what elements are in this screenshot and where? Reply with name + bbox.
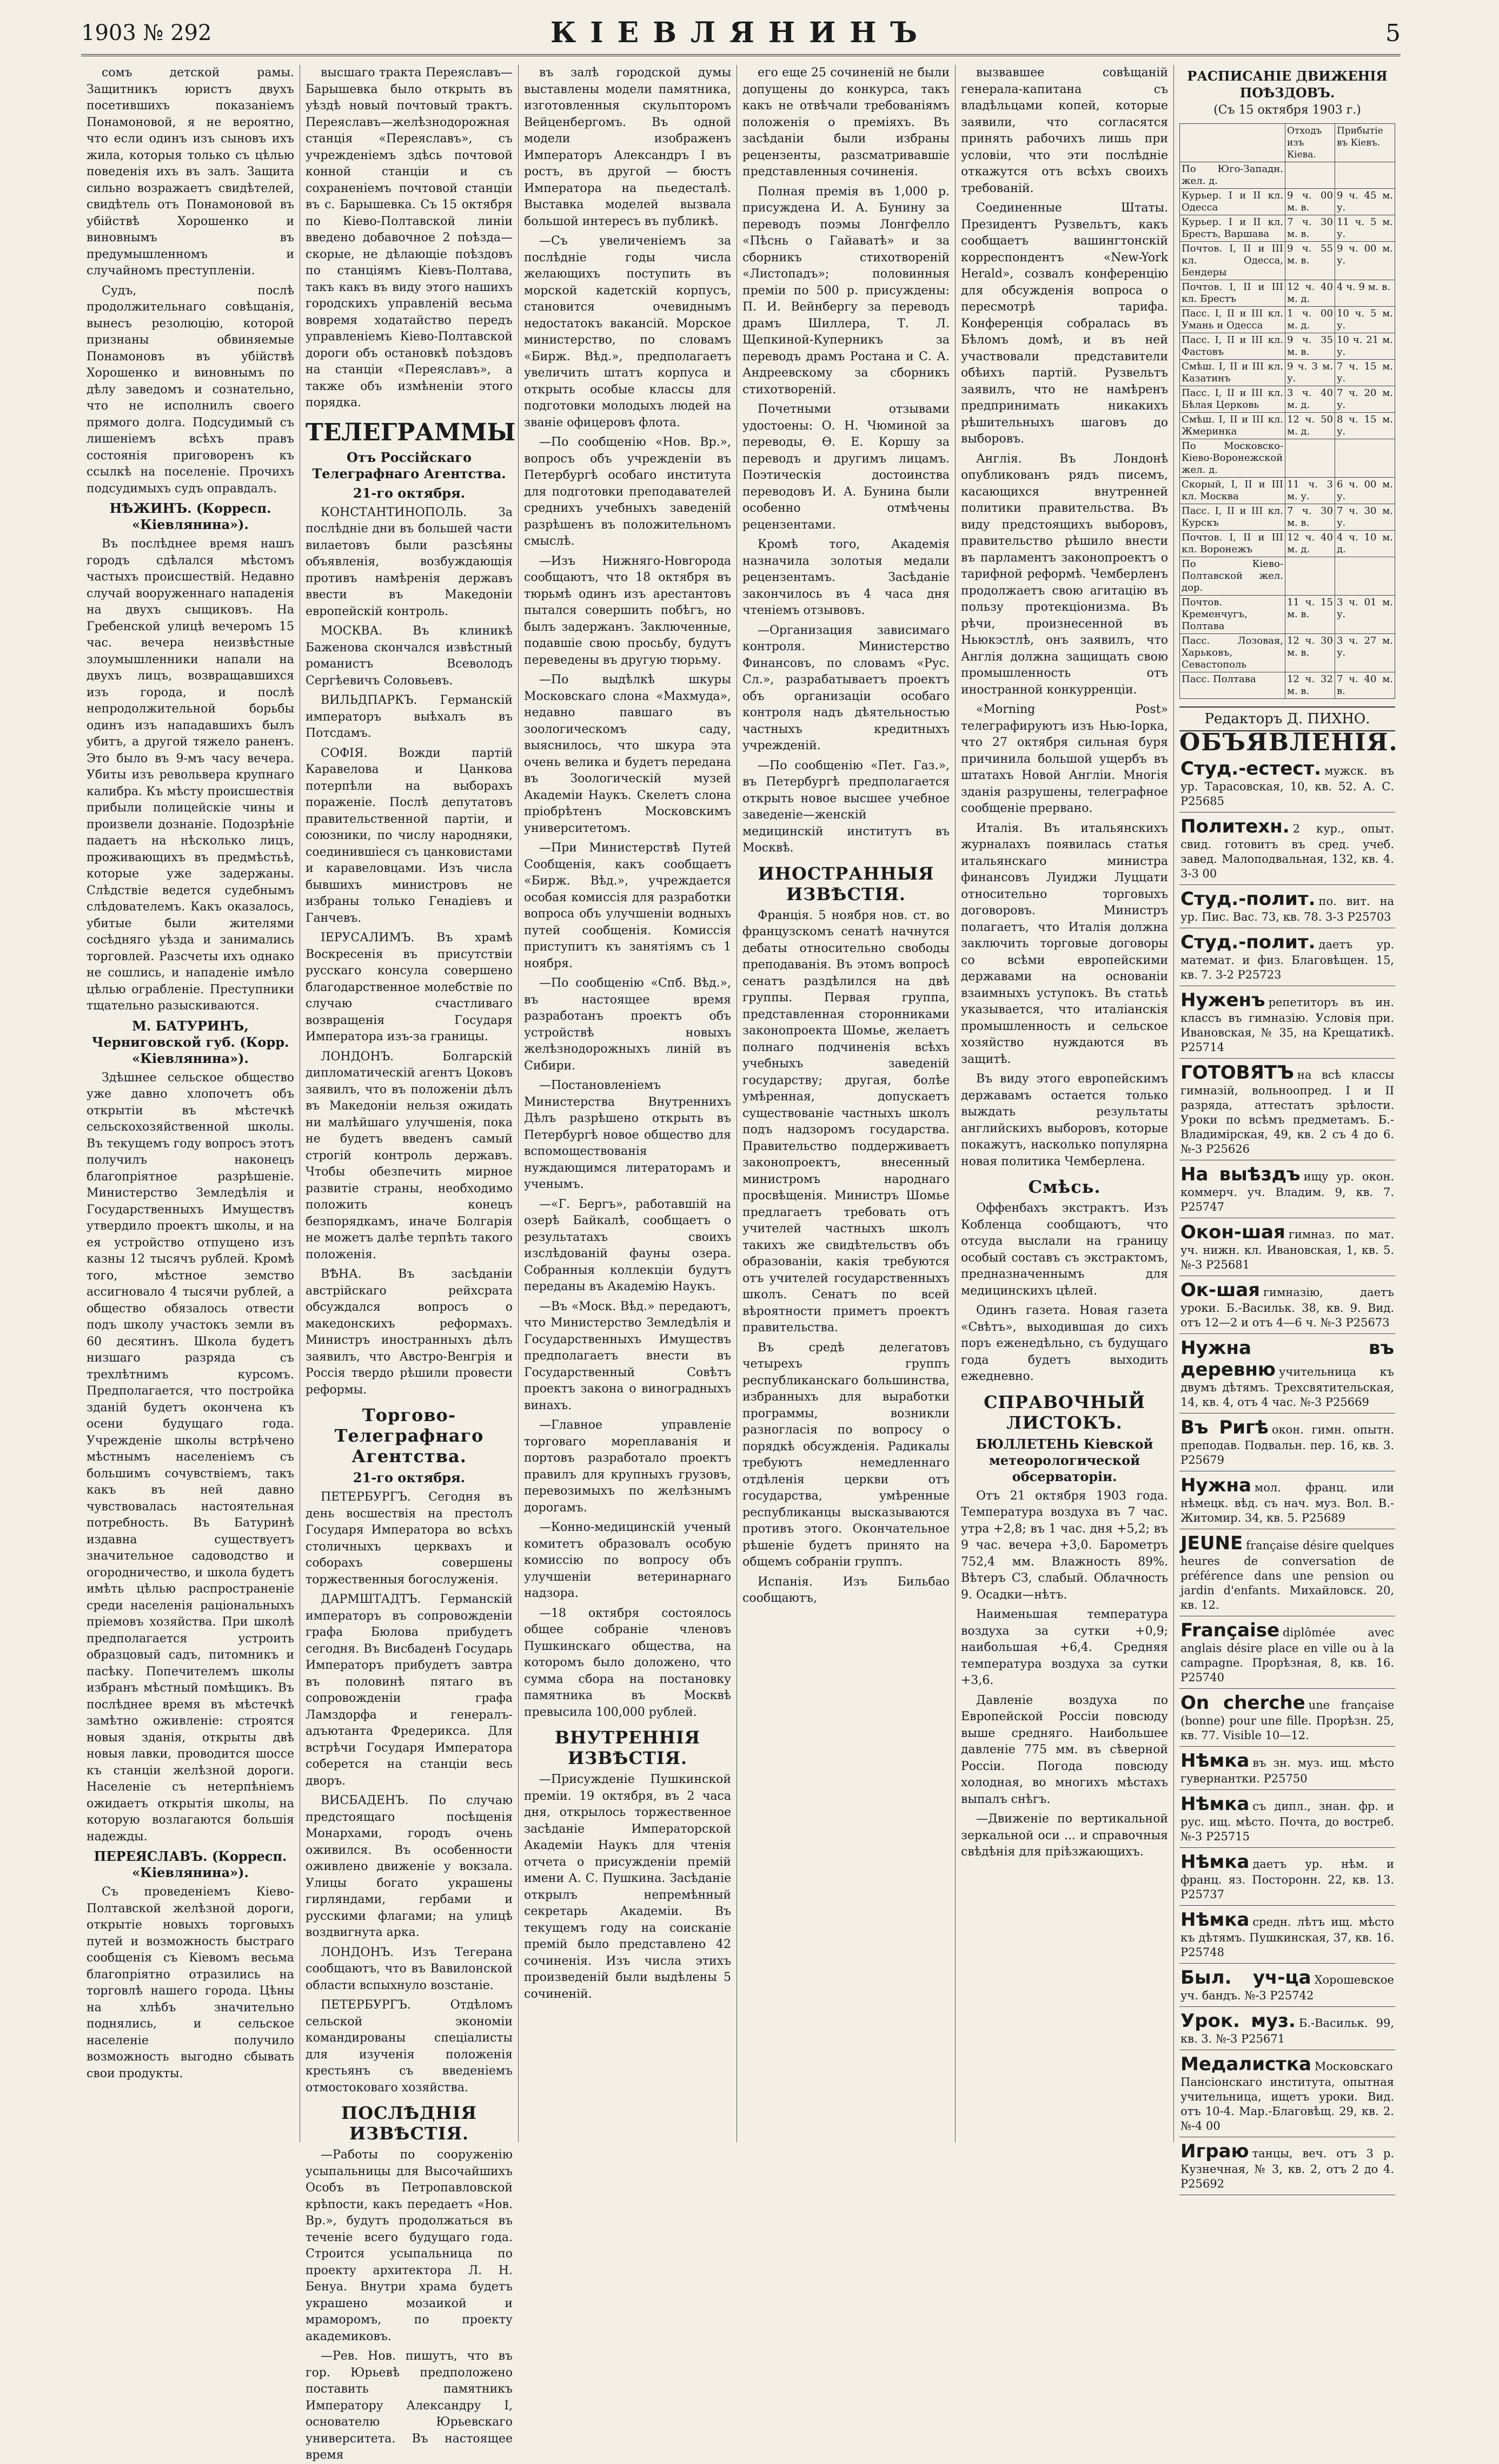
schedule-row	[1180, 359, 1395, 386]
article-paragraph: МОСКВА. Въ клиникѣ Баженова скончался извѣстный романистъ Всеволодъ Сергѣевичъ Соловьевъ.	[306, 624, 513, 688]
ad-headline: Студ.-полит.	[1180, 931, 1316, 953]
ad-text: гимназ. по мат. уч. нижн. кл. Ивановская, 1, кв. 5. №-3 Р25681	[1180, 1227, 1394, 1271]
article-paragraph: Отъ 21 октября 1903 года. Температура воздуха въ 7 час. утра +2,8; въ 1 час. дня +5,2; въ 9 час. вечера +3,0. Барометръ 752,4 мм. Влажность 89%. Вѣтеръ СЗ, слабый. Облачность 9. Осадки—нѣтъ.	[961, 1489, 1168, 1602]
schedule-row	[1180, 333, 1395, 359]
article-heading: 21-го октября.	[353, 1470, 466, 1485]
classified-ad	[1179, 1059, 1395, 1160]
ad-headline: Урок. муз.	[1180, 2010, 1296, 2032]
schedule-col-departure: Отходъ изъ Кіева.	[1285, 123, 1335, 162]
classified-ad	[1179, 1218, 1395, 1276]
ad-headline: На выѣздъ	[1180, 1163, 1301, 1185]
ad-text: танцы, веч. отъ 3 р. Кузнечная, № 3, кв. 2, отъ 2 до 4. Р25692	[1180, 2146, 1394, 2190]
schedule-cell-line: Скорый, I, II и III кл. Москва	[1180, 477, 1285, 504]
ad-text: мужск. въ ур. Тарасовская, 10, кв. 52. А. С. Р25685	[1180, 764, 1394, 808]
ad-headline: Играю	[1180, 2140, 1249, 2162]
article-paragraph: —18 октября состоялось общее собраніе членовъ Пушкинскаго общества, на которомъ было доложено, что сумма сбора на постановку памятника въ Москвѣ превысила 100,000 рублей.	[524, 1606, 731, 1719]
schedule-row	[1180, 439, 1395, 477]
ad-headline: Нѣмка	[1180, 1749, 1250, 1772]
schedule-cell-arr: 3 ч. 01 м. у.	[1335, 595, 1395, 633]
schedule-title: РАСПИСАНІЕ ДВИЖЕНІЯ ПОѢЗДОВЪ.	[1187, 68, 1388, 101]
ad-text: даетъ ур. нѣм. и франц. яз. Посторонн. 22, кв. 13. Р25737	[1180, 1857, 1394, 1901]
article-paragraph: ЛОНДОНЪ. Болгарскій дипломатическій агентъ Цоковъ заявилъ, что въ положеніи дѣлъ въ Македоніи нельзя ожидать ни малѣйшаго улучшенія, пока не будетъ введенъ самый строгій контроль державъ. Чтобы обезпечить мирное развитіе страны, необходимо положить конецъ безпорядкамъ, иначе Болгарія не можетъ далѣе терпѣть такого положенія.	[306, 1049, 513, 1261]
classified-ad	[1179, 1747, 1395, 1790]
schedule-row	[1180, 595, 1395, 633]
article-paragraph: Здѣшнее сельское общество уже давно хлопочетъ объ открытіи въ мѣстечкѣ сельскохозяйственной школы. Въ текущемъ году вопросъ этотъ получилъ наконецъ благопріятное разрѣшеніе. Министерство Земледѣлія и Государственныхъ Имуществъ утвердило проектъ школы, и на ея устройство отпущено изъ казны 12 тысячъ рублей. Кромѣ того, мѣстное земство ассигновало 4 тысячи рублей, а общество обязалось отвести подъ школу участокъ земли въ 60 десятинъ. Школа будетъ низшаго разряда съ трехлѣтнимъ курсомъ. Предполагается, что постройка зданій будетъ окончена къ осени будущаго года. Учрежденіе школы встрѣчено мѣстнымъ населеніемъ съ большимъ сочувствіемъ, такъ какъ въ ней давно чувствовалась настоятельная потребность. Въ Батуринѣ издавна существуетъ значительное садоводство и огородничество, и школа будетъ имѣть цѣлью распространеніе среди населенія раціональныхъ пріемовъ хозяйства. При школѣ предполагается устроить образцовый садъ, питомникъ и пасѣку. Попечителемъ школы избранъ мѣстный помѣщикъ. Въ послѣднее время въ мѣстечкѣ замѣтно оживленіе: строятся новыя зданія, открыты двѣ новыя лавки, проводится шоссе къ станціи желѣзной дороги. Населеніе съ нетерпѣніемъ ожидаетъ открытія школы, на которую возлагаются большія надежды.	[87, 1071, 294, 1844]
schedule-cell-dep: 11 ч. 3 м. у.	[1285, 477, 1335, 504]
ad-text: съ дипл., знан. фр. и рус. ищ. мѣсто. Почта, до востреб. №-3 Р25715	[1180, 1799, 1394, 1843]
schedule-cell-dep: 12 ч. 50 м. д.	[1285, 412, 1335, 439]
ad-headline: Française	[1180, 1619, 1280, 1641]
schedule-cell-arr: 7 ч. 20 м. у.	[1335, 386, 1395, 412]
article-paragraph: Наименьшая температура воздуха за сутки +0,9; наибольшая +6,4. Средняя температура воздуха за сутки +3,6.	[961, 1608, 1168, 1687]
classified-ad	[1179, 1689, 1395, 1747]
article-paragraph: ВИСБАДЕНЪ. По случаю предстоящаго посѣщенія Монархами, городъ очень оживился. Въ особенности оживлено движеніе у вокзала. Улицы богато украшены гирляндами, гербами и русскими флагами; на улицѣ воздвигнута арка.	[306, 1794, 513, 1939]
classified-ad	[1179, 986, 1395, 1059]
schedule-cell-dep: 12 ч. 40 м. д.	[1285, 530, 1335, 557]
ad-headline: Нужна въ деревню	[1180, 1337, 1394, 1380]
article-heading: Торгово-Телеграфнаго Агентства.	[334, 1405, 484, 1466]
schedule-cell-arr: 7 ч. 40 м. в.	[1335, 672, 1395, 698]
ad-headline: Нужна	[1180, 1474, 1251, 1496]
classified-ad	[1179, 1790, 1395, 1848]
article-paragraph: Англія. Въ Лондонѣ опубликованъ рядъ писемъ, касающихся внутренней политики правительства. Въ виду предстоящихъ выборовъ, правительство рѣшило внести въ парламентъ законопроектъ о тарифной реформѣ. Чемберленъ продолжаетъ свою агитацію въ пользу протекціонизма. Въ рѣчи, произнесенной въ Ньюкэстлѣ, онъ заявилъ, что Англія должна защищать свою промышленность отъ иностранной конкурренціи.	[961, 452, 1168, 697]
column-3	[518, 65, 737, 2142]
article-paragraph: сомъ детской рамы. Защитникъ юристъ двухъ посетившихъ показаніемъ Понамоновой, я не вероятно, что если одинъ изъ сыновъ ихъ жила, которыя только съ цѣлью поведенія ихъ въ залъ. Защита сильно возражаетъ свидѣтелей, свидѣтель отъ Понамоновой въ убійствѣ Хорошенко и виновнымъ въ предумышленномъ и случайномъ преступленіи.	[87, 66, 294, 278]
ad-headline: Медалистка	[1180, 2053, 1311, 2075]
ad-text: diplômée avec anglais désire place en ville ou à la campagne. Прорѣзная, 8, кв. 16. Р25740	[1180, 1626, 1394, 1684]
schedule-row	[1180, 412, 1395, 439]
article-paragraph: въ залѣ городской думы выставлены модели памятника, изготовленныя скульпторомъ Вейценбергомъ. Въ одной модели изображенъ Императоръ Александръ I въ ростъ, въ другой — бюстъ Императора на пьедесталѣ. Выставка моделей вызвала большой интересъ въ публикѣ.	[524, 66, 731, 228]
article-paragraph: Въ послѣднее время нашъ городъ сдѣлался мѣстомъ частыхъ происшествій. Недавно случай вооруженнаго нападенія на двухъ сыщиковъ. На Гребенской улицѣ вечеромъ 15 час. вечера неизвѣстные злоумышленники напали на двухъ лицъ, возвращавшихся изъ города, и послѣ непродолжительной борьбы одинъ изъ нападавшихъ былъ убитъ, а другой тяжело раненъ. Это было въ 9-мъ часу вечера. Убиты изъ револьвера крупнаго калибра. Къ мѣсту происшествія прибыли полицейскіе чины и произвели дознаніе. Подозрѣніе падаетъ на нѣсколько лицъ, проживающихъ въ предмѣстьѣ, которые уже задержаны. Слѣдствіе ведется судебнымъ слѣдователемъ. Какъ оказалось, убитые были жителями сосѣдняго уѣзда и занимались торговлей. Разсчеты ихъ однако не сошлись, и нападеніе имѣло цѣлью ограбленіе. Преступники тщательно разыскиваются.	[87, 537, 294, 1013]
schedule-row	[1180, 504, 1395, 530]
article-paragraph: —Присужденіе Пушкинской преміи. 19 октября, въ 2 часа дня, открылось торжественное засѣданіе Императорской Академіи Наукъ для чтенія отчета о присужденіи премій имени А. С. Пушкина. Засѣданіе открылъ непремѣнный секретарь Академіи. Въ текущемъ году на соисканіе премій было представлено 42 сочиненія. Изъ числа этихъ произведеній были выдѣлены 5 сочиненій.	[524, 1773, 731, 2001]
schedule-cell-dep: 3 ч. 40 м. д.	[1285, 386, 1335, 412]
article-paragraph: его еще 25 сочиненій не были допущены до конкурса, такъ какъ не отвѣчали требованіямъ положенія о преміяхъ. Въ засѣданіи были избраны рецензенты, разсматривавшіе представленныя сочиненія.	[742, 66, 950, 179]
article-paragraph: ЛОНДОНЪ. Изъ Тегерана сообщаютъ, что въ Вавилонской области вспыхнуло возстаніе.	[306, 1945, 513, 1992]
ad-headline: On cherche	[1180, 1692, 1305, 1714]
article-paragraph: —Съ увеличеніемъ за послѣдніе годы числа желающихъ поступить въ морской кадетскій корпусъ, становится очевиднымъ недостатокъ вакансій. Морское министерство, по словамъ «Бирж. Вѣд.», предполагаетъ увеличить штатъ корпуса и открыть особые классы для подготовки молодыхъ людей на званіе офицеровъ флота.	[524, 234, 731, 430]
schedule-row	[1180, 215, 1395, 241]
article-heading: ТЕЛЕГРАММЫ	[306, 418, 516, 446]
article-heading: ИНОСТРАННЫЯ ИЗВѢСТІЯ.	[758, 863, 934, 904]
ad-text: гимназію, даетъ уроки. Б.-Васильк. 38, кв. 9. Вид. отъ 12—2 и отъ 4—6 ч. №-3 Р25673	[1180, 1285, 1394, 1329]
schedule-cell-arr	[1335, 557, 1395, 595]
classified-ad	[1179, 2050, 1395, 2137]
schedule-cell-line: Пасс. Полтава	[1180, 672, 1285, 698]
article-paragraph: СОФІЯ. Вожди партій Каравелова и Цанкова потерпѣли на выборахъ пораженіе. Послѣ депутатовъ правительственной партіи, и союзники, по числу народняки, соединившіеся съ цанковистами и каравеловцами. Изъ числа бывшихъ министровъ не избраны только Генадіевъ и Ганчевъ.	[306, 746, 513, 925]
article-heading: Отъ Россійскаго Телеграфнаго Агентства.	[312, 449, 506, 481]
ad-text: Б.-Васильк. 99, кв. 3. №-3 Р25671	[1180, 2016, 1394, 2045]
ad-text: мол. франц. или нѣмецк. вѣд. съ нач. муз. Вол. В.-Житомир. 34, кв. 5. Р25689	[1180, 1481, 1394, 1524]
article-paragraph: ПЕТЕРБУРГЪ. Сегодня въ день восшествія на престолъ Государя Императора во всѣхъ столичныхъ церквахъ и соборахъ совершены торжественныя богослуженія.	[306, 1490, 513, 1587]
schedule-cell-dep: 9 ч. 35 м. в.	[1285, 333, 1335, 359]
schedule-cell-line: Почтов. I, II и III кл. Брестъ	[1180, 280, 1285, 306]
article-paragraph: ПЕТЕРБУРГЪ. Отдѣломъ сельской экономіи командированы спеціалисты для изученія положенія крестьянъ съ введеніемъ отмостоковаго хозяйства.	[306, 1998, 513, 2095]
page-number: 5	[1385, 19, 1401, 47]
classified-ad	[1179, 755, 1395, 812]
article-heading: СПРАВОЧНЫЙ ЛИСТОКЪ.	[984, 1391, 1145, 1433]
article-paragraph: КОНСТАНТИНОПОЛЬ. За послѣдніе дни въ большей части вилаетовъ были разсѣяны объявленія, возбуждающія противъ намѣренія державъ ввести въ Македоніи европейскій контроль.	[306, 505, 513, 618]
schedule-cell-arr	[1335, 162, 1395, 188]
classified-ad	[1179, 885, 1395, 928]
schedule-cell-dep: 9 ч. 55 м. в.	[1285, 241, 1335, 280]
schedule-cell-arr: 6 ч. 00 м. у.	[1335, 477, 1395, 504]
schedule-cell-arr: 8 ч. 15 м. у.	[1335, 412, 1395, 439]
schedule-cell-line: Пасс. I, II и III кл. Бѣлая Церковь	[1180, 386, 1285, 412]
schedule-cell-dep: 11 ч. 15 м. в.	[1285, 595, 1335, 633]
column-5	[955, 65, 1173, 2142]
schedule-cell-dep	[1285, 557, 1335, 595]
article-paragraph: —«Г. Бергъ», работавшій на озерѣ Байкалѣ, сообщаетъ о результатахъ своихъ изслѣдованій фауны озера. Собранныя коллекціи будутъ переданы въ Академію Наукъ.	[524, 1197, 731, 1293]
article-paragraph: —Организация зависимаго контроля. Министерство Финансовъ, по словамъ «Рус. Сл.», разрабатываетъ проектъ объ организаціи особаго контроля надъ дѣятельностью частныхъ кредитныхъ учрежденій.	[742, 623, 950, 752]
schedule-cell-line: Курьер. I и II кл. Брестъ, Варшава	[1180, 215, 1285, 241]
schedule-cell-line: Курьер. I и II кл. Одесса	[1180, 188, 1285, 215]
schedule-row	[1180, 188, 1395, 215]
schedule-cell-arr: 10 ч. 21 м. у.	[1335, 333, 1395, 359]
article-paragraph: ДАРМШТАДТЪ. Германскій императоръ въ сопровожденіи графа Бюлова прибудетъ сегодня. Въ Висбаденѣ Государь Императоръ прибудетъ завтра въ половинѣ пятаго въ сопровожденіи графа Ламздорфа и генералъ-адъютанта Фредерикса. Для встрѣчи Государя Императора соберется на станціи весь дворъ.	[306, 1593, 513, 1788]
classified-ad	[1179, 1160, 1395, 1218]
page-columns	[81, 65, 1401, 2462]
schedule-cell-dep	[1285, 439, 1335, 477]
ad-headline: Нѣмка	[1180, 1793, 1250, 1815]
article-paragraph: высшаго тракта Переяславъ—Барышевка было открыть въ уѣздѣ новый почтовый трактъ. Переяславъ—желѣзнодорожная станція «Переяславъ», съ учрежденіемъ здѣсь почтовой конной станціи и съ сохраненіемъ почтовой станціи въ с. Барышевка. Съ 15 октября по Кіево-Полтавской линіи введено добавочное 2 поѣзда—скорые, не дѣлающіе поѣздовъ по станціямъ Кіевъ-Полтава, такъ какъ въ виду этого нашихъ городскихъ управленій весьма вовремя ходатайство передъ управленіемъ Кіево-Полтавской дороги объ остановкѣ поѣздовъ на станціи «Переяславъ», а также объ измѣненіи этого порядка.	[306, 66, 513, 409]
classified-ad	[1179, 2007, 1395, 2050]
schedule-cell-line: По Юго-Западн. жел. д.	[1180, 162, 1285, 188]
schedule-cell-line: Пасс. I, II и III кл. Курскъ	[1180, 504, 1285, 530]
article-paragraph: —Движеніе по вертикальной зеркальной оси ... и справочныя свѣдѣнія для пріѣзжающихъ.	[961, 1812, 1168, 1859]
schedule-cell-line: Почтов. I, II и III кл. Воронежъ	[1180, 530, 1285, 557]
schedule-cell-arr: 7 ч. 30 м. у.	[1335, 504, 1395, 530]
article-paragraph: —По сообщенію «Спб. Вѣд.», въ настоящее время разработанъ проектъ объ устройствѣ новыхъ желѣзнодорожныхъ линій въ Сибири.	[524, 976, 731, 1073]
ad-text: française désire quelques heures de conversation de préférence dans une pension ou jardin d'enfants. Михайловск. 20, кв. 12.	[1180, 1538, 1394, 1611]
classified-ad	[1179, 928, 1395, 986]
schedule-cell-arr: 9 ч. 00 м. у.	[1335, 241, 1395, 280]
ad-text: на всѣ классы гимназій, вольноопред. I и II разряда, аттестатъ зрѣлости. Уроки по всѣмъ предметамъ. Б.-Владимірская, 49, кв. 2 съ 4 до 6. №-3 Р25626	[1180, 1068, 1394, 1155]
classified-ad	[1179, 1964, 1395, 2007]
article-paragraph: Полная премія въ 1,000 р. присуждена И. А. Бунину за переводъ поэмы Лонгфелло «Пѣснь о Гайаватѣ» и за сборникъ стихотвореній «Листопадъ»; половинныя преміи по 500 р. присуждены: П. И. Вейнбергу за переводъ драмъ Шиллера, Т. Л. Щепкиной-Куперникъ за переводъ драмъ Ростана и С. А. Андреевскому за сборникъ стихотвореній.	[742, 184, 950, 397]
column-2	[300, 65, 518, 2462]
schedule-row	[1180, 672, 1395, 698]
schedule-col-arrival: Прибытіе въ Кіевъ.	[1335, 123, 1395, 162]
column-6-schedule-ads	[1173, 65, 1401, 2190]
ad-headline: Окон-шая	[1180, 1221, 1285, 1243]
column-1	[81, 65, 300, 2142]
schedule-row	[1180, 386, 1395, 412]
article-paragraph: —Работы по сооруженію усыпальницы для Высочайшихъ Особъ въ Петропавловской крѣпости, какъ передаетъ «Нов. Вр.», будутъ продолжаться въ теченіе всего будущаго года. Строится усыпальница по проекту архитектора Л. Н. Бенуа. Внутри храма будетъ украшено мозаикой и мраморомъ, по проекту академиковъ.	[306, 2148, 513, 2343]
schedule-cell-arr: 9 ч. 45 м. у.	[1335, 188, 1395, 215]
schedule-row	[1180, 557, 1395, 595]
article-paragraph: Одинъ газета. Новая газета «Свѣтъ», выходившая до сихъ поръ еженедѣльно, съ будущаго года будетъ выходить ежедневно.	[961, 1304, 1168, 1383]
article-heading: М. БАТУРИНЪ, Черниговской губ. (Корр. «Кіевлянина»).	[91, 1018, 289, 1066]
article-paragraph: Италія. Въ итальянскихъ журналахъ появилась статья итальянскаго министра финансовъ Луиджи Луццати относительно торговыхъ договоровъ. Министръ полагаетъ, что Италія должна заключить торговые договоры со всѣми европейскими державами на основаніи взаимныхъ уступокъ. Въ статьѣ указывается, что италіанскія промышленность и сельское хозяйство нуждаются въ защитѣ.	[961, 821, 1168, 1066]
ad-text: окон. гимн. опытн. преподав. Подвальн. пер. 16, кв. 3. Р25679	[1180, 1423, 1394, 1466]
issue-number: 1903 № 292	[81, 21, 212, 45]
newspaper-title: КІЕВЛЯНИНЪ	[550, 16, 932, 49]
schedule-row	[1180, 477, 1395, 504]
schedule-cell-arr: 3 ч. 27 м. у.	[1335, 633, 1395, 672]
ad-headline: Нѣмка	[1180, 1908, 1250, 1931]
article-heading: БЮЛЛЕТЕНЬ Кіевской метеорологической обсерваторіи.	[976, 1436, 1153, 1484]
ad-text: даетъ ур. математ. и физ. Благовѣщен. 15, кв. 7. 3-2 Р25723	[1180, 937, 1394, 981]
schedule-cell-dep: 7 ч. 30 м. в.	[1285, 215, 1335, 241]
article-paragraph: ВѢНА. Въ засѣданіи австрійскаго рейхсрата обсуждался вопросъ о македонскихъ реформахъ. Министръ иностранныхъ дѣлъ заявилъ, что Австро-Венгрія и Россія твердо рѣшили провести реформы.	[306, 1267, 513, 1397]
article-paragraph: —По сообщенію «Нов. Вр.», вопросъ объ учрежденіи въ Петербургѣ особаго института для подготовки преподавателей среднихъ учебныхъ заведеній разрѣшенъ въ положительномъ смыслѣ.	[524, 435, 731, 548]
article-paragraph: Оффенбахъ экстрактъ. Изъ Кобленца сообщаютъ, что отсуда выслали на границу особый составъ съ экстрактомъ, предназначеннымъ для медицинскихъ цѣлей.	[961, 1201, 1168, 1298]
schedule-cell-dep: 9 ч. 00 м. в.	[1285, 188, 1335, 215]
schedule-cell-line: Почтов. Кременчугъ, Полтава	[1180, 595, 1285, 633]
schedule-cell-line: Пасс. I, II и III кл. Умань и Одесса	[1180, 306, 1285, 333]
ads-title: ОБЪЯВЛЕНІЯ.	[1179, 729, 1398, 756]
classified-ad	[1179, 1413, 1395, 1471]
schedule-row	[1180, 306, 1395, 333]
ad-text: 2 кур., опыт. свид. готовитъ въ сред. учеб. завед. Малоподвальная, 132, кв. 4. 3-3 00	[1180, 822, 1394, 880]
article-heading: ВНУТРЕННІЯ ИЗВѢСТІЯ.	[554, 1727, 701, 1768]
schedule-cell-arr: 11 ч. 5 м. у.	[1335, 215, 1395, 241]
schedule-cell-dep	[1285, 162, 1335, 188]
article-paragraph: Почетными отзывами удостоены: О. Н. Чюминой за переводы, Ѳ. Е. Коршу за переводъ и другимъ лицамъ. Поэтическія достоинства переводовъ И. А. Бунина были особенно отмѣчены рецензентами.	[742, 402, 950, 532]
classified-ad	[1179, 1471, 1395, 1529]
article-paragraph: Въ средѣ делегатовъ четырехъ группъ республиканскаго большинства, избранныхъ для выработки программы, возникли разногласія по вопросу о порядкѣ обсужденія. Радикалы требуютъ немедленнаго отдѣленія церкви отъ государства, умѣренные республиканцы высказываются противъ этого. Окончательное рѣшеніе будетъ принято на общемъ собраніи группъ.	[742, 1340, 950, 1569]
schedule-cell-line: По Кіево-Полтавской жел. дор.	[1180, 557, 1285, 595]
article-paragraph: Франція. 5 ноября нов. ст. во французскомъ сенатѣ начнутся дебаты относительно свободы преподаванія. Въ этомъ вопросѣ сенатъ раздѣлился на двѣ группы. Первая группа, представленная сторонниками законопроекта Шомье, желаетъ полнаго подчиненія всѣхъ учебныхъ заведеній государству; другая, болѣе умѣренная, допускаетъ существованіе частныхъ школъ подъ надзоромъ государства. Правительство поддерживаетъ законопроектъ, внесенный министромъ народнаго просвѣщенія. Министръ Шомье предлагаетъ требовать отъ учителей частныхъ школъ такихъ же свидѣтельствъ объ образованіи, какія требуются отъ учителей государственныхъ школъ. Сенатъ по всей вѣроятности приметъ проектъ правительства.	[742, 908, 950, 1335]
classified-ad	[1179, 812, 1395, 885]
classified-ad	[1179, 2137, 1395, 2195]
article-heading: 21-го октября.	[353, 485, 466, 501]
article-paragraph: —Рев. Нов. пишутъ, что въ гор. Юрьевѣ предположено поставить памятникъ Императору Александру I, основателю Юрьевскаго университета. Въ настоящее время	[306, 2349, 513, 2462]
ads-list	[1179, 755, 1395, 2195]
article-paragraph: Судъ, послѣ продолжительнаго совѣщанія, вынесъ резолюцію, которой признаны обвиняемые Понамоновъ въ убійствѣ Хорошенко и виновнымъ по дѣлу заведомъ и сознательно, что не исполнилъ своего прямого долга. Подсудимый съ лишеніемъ всѣхъ правъ состоянія приговоренъ къ ссылкѣ на поселеніе. Прочихъ подсудимыхъ судъ оправдалъ.	[87, 283, 294, 496]
schedule-row	[1180, 530, 1395, 557]
article-paragraph: Испанія. Изъ Бильбао сообщаютъ,	[742, 1575, 950, 1605]
article-paragraph: Въ виду этого европейскимъ державамъ остается только выждать результаты английскихъ выборовъ, которые покажутъ, насколько популярна новая политика Чемберлена.	[961, 1072, 1168, 1168]
article-heading: ПОСЛѢДНІЯ ИЗВѢСТІЯ.	[341, 2103, 477, 2144]
article-heading: Смѣсь.	[1028, 1177, 1101, 1197]
ad-headline: JEUNE	[1180, 1532, 1243, 1554]
article-paragraph: Соединенные Штаты. Президентъ Рузвельтъ, какъ сообщаетъ вашингтонскій корреспондентъ «New-York Herald», созвалъ конференцію для обсужденія вопроса о пересмотрѣ тарифа. Конференція собралась въ Бѣломъ домѣ, и въ ней участвовали представители обѣихъ партій. Рузвельтъ заявилъ, что не намѣренъ предпринимать никакихъ рѣшительныхъ шаговъ до выборовъ.	[961, 201, 1168, 446]
train-schedule-table	[1179, 123, 1395, 699]
article-heading: НѢЖИНЪ. (Корресп. «Кіевлянина»).	[109, 500, 271, 532]
article-paragraph: —По выдѣлкѣ шкуры Московскаго слона «Махмуда», недавно павшаго въ зоологическомъ саду, выяснилось, что шкура эта очень велика и будетъ передана въ Зоологическій музей Академіи Наукъ. Скелетъ слона пріобрѣтенъ Московскимъ университетомъ.	[524, 673, 731, 835]
schedule-cell-arr: 10 ч. 5 м. у.	[1335, 306, 1395, 333]
article-paragraph: —Въ «Моск. Вѣд.» передаютъ, что Министерство Земледѣлія и Государственныхъ Имуществъ предполагаетъ внести въ Государственный Совѣтъ проектъ закона о виноградныхъ винахъ.	[524, 1299, 731, 1412]
schedule-cell-line: Пасс. I, II и III кл. Фастовъ	[1180, 333, 1285, 359]
article-paragraph: —Конно-медицинскій ученый комитетъ образовалъ особую комиссію по вопросу объ улучшеніи ветеринарнаго надзора.	[524, 1521, 731, 1600]
classified-ad	[1179, 1529, 1395, 1616]
schedule-cell-dep: 1 ч. 00 м. д.	[1285, 306, 1335, 333]
schedule-cell-arr: 7 ч. 15 м. у.	[1335, 359, 1395, 386]
schedule-cell-line: По Московско-Кіево-Воронежской жел. д.	[1180, 439, 1285, 477]
ad-headline: Ок-шая	[1180, 1279, 1260, 1301]
editor-line: Редакторъ Д. ПИХНО.	[1179, 706, 1395, 732]
classified-ad	[1179, 1906, 1395, 1964]
schedule-cell-arr: 4 ч. 10 м. д.	[1335, 530, 1395, 557]
schedule-cell-line: Пасс. Лозовая, Харьковъ, Севастополь	[1180, 633, 1285, 672]
ad-text: средн. лѣтъ ищ. мѣсто къ дѣтямъ. Пушкинская, 37, кв. 16. Р25748	[1180, 1915, 1394, 1959]
ad-text: une française (bonne) pour une fille. Прорѣзн. 25, кв. 77. Visible 10—12.	[1180, 1698, 1394, 1742]
classified-ad	[1179, 1616, 1395, 1689]
article-paragraph: Съ проведеніемъ Кіево-Полтавской желѣзной дороги, открытіе новыхъ торговыхъ путей и возможность быстраго сообщенія съ Кіевомъ весьма благопріятно отразились на торговлѣ нашего города. Цѣны на хлѣбъ значительно поднялись, и сельское населеніе получило возможность выгодно сбывать свои продукты.	[87, 1885, 294, 2080]
ad-text: ищу ур. окон. коммерч. уч. Владим. 9, кв. 7. Р25747	[1180, 1170, 1394, 1213]
schedule-subtitle: (Съ 15 октября 1903 г.)	[1213, 103, 1361, 117]
schedule-cell-dep: 12 ч. 32 м. в.	[1285, 672, 1335, 698]
article-paragraph: Кромѣ того, Академія назначила золотыя медали рецензентамъ. Засѣданіе закончилось въ 4 часа дня чтеніемъ отзывовъ.	[742, 538, 950, 617]
article-paragraph: «Morning Post» телеграфируютъ изъ Нью-Іорка, что 27 октября сильная буря причинила большой ущербъ въ штатахъ Новой Англіи. Многія зданія разрушены, телеграфное сообщеніе прервано.	[961, 703, 1168, 815]
ad-headline: Нѣмка	[1180, 1851, 1250, 1873]
article-paragraph: вызвавшее совѣщаній генерала-капитана съ владѣльцами копей, которые заявили, что согласятся принять рабочихъ лишь при условіи, что эти послѣдніе откажутся отъ всѣхъ своихъ требованій.	[961, 66, 1168, 195]
article-paragraph: ВИЛЬДПАРКЪ. Германскій императоръ выѣхалъ въ Потсдамъ.	[306, 693, 513, 740]
article-paragraph: ІЕРУСАЛИМЪ. Въ храмѣ Воскресенія въ присутствіи русскаго консула совершено благодарственное молебствіе по случаю счастливаго возвращенія Государя Императора изъ-за границы.	[306, 931, 513, 1043]
schedule-row	[1180, 162, 1395, 188]
article-heading: ПЕРЕЯСЛАВЪ. (Корресп. «Кіевлянина»).	[94, 1848, 287, 1880]
schedule-cell-line: Почтов. I, II и III кл. Одесса, Бендеры	[1180, 241, 1285, 280]
classified-ad	[1179, 1276, 1395, 1334]
ad-headline: Студ.-естест.	[1180, 757, 1322, 780]
ad-headline: Был. уч-ца	[1180, 1966, 1311, 1989]
ad-text: Московскаго Пансіонскаго института, опытная учительница, ищетъ уроки. Вид. отъ 10-4. Мар.-Благовѣщ. 29, кв. 2. №-4 00	[1180, 2059, 1394, 2132]
classified-ad	[1179, 1334, 1395, 1413]
ad-headline: Студ.-полит.	[1180, 888, 1316, 910]
classified-ad	[1179, 1848, 1395, 1906]
schedule-cell-arr: 4 ч. 9 м. в.	[1335, 280, 1395, 306]
article-paragraph: —Постановленіемъ Министерства Внутреннихъ Дѣлъ разрѣшено открыть въ Петербургѣ новое общество для вспомоществованія нуждающимся литераторамъ и ученымъ.	[524, 1079, 731, 1191]
article-paragraph: Давленіе воздуха по Европейской Россіи повсюду выше средняго. Наибольшее давленіе 775 мм. въ сѣверной Россіи. Погода повсюду холодная, во многихъ мѣстахъ выпалъ снѣгъ.	[961, 1693, 1168, 1806]
schedule-cell-dep: 12 ч. 40 м. д.	[1285, 280, 1335, 306]
ad-text: Хорошевское уч. бандъ. №-3 Р25742	[1180, 1973, 1394, 2002]
schedule-cell-dep: 7 ч. 30 м. в.	[1285, 504, 1335, 530]
schedule-row	[1180, 280, 1395, 306]
schedule-cell-dep: 12 ч. 30 м. в.	[1285, 633, 1335, 672]
article-paragraph: —По сообщенію «Пет. Газ.», въ Петербургѣ предполагается открыть новое высшее учебное заведеніе—женскій медицинскій институтъ въ Москвѣ.	[742, 758, 950, 855]
ad-headline: Нуженъ	[1180, 989, 1265, 1011]
ad-text: учительница къ двумъ дѣтямъ. Трехсвятительская, 14, кв. 4, отъ 4 час. №-3 Р25669	[1180, 1365, 1394, 1409]
newspaper-header	[81, 16, 1401, 56]
ad-headline: ГОТОВЯТЪ	[1180, 1061, 1294, 1084]
ad-text: по. вит. на ур. Пис. Вас. 73, кв. 78. 3-3 Р25703	[1180, 894, 1394, 923]
ad-headline: Политехн.	[1180, 815, 1290, 837]
schedule-row	[1180, 633, 1395, 672]
schedule-cell-dep: 9 ч. 3 м. у.	[1285, 359, 1335, 386]
article-paragraph: —Главное управленіе торговаго мореплаванія и портовъ разработало проектъ правилъ для крупныхъ грузовъ, перевозимыхъ по желѣзнымъ дорогамъ.	[524, 1418, 731, 1515]
schedule-col-line	[1180, 123, 1285, 162]
schedule-cell-arr	[1335, 439, 1395, 477]
article-paragraph: —Изъ Нижняго-Новгорода сообщаютъ, что 18 октября въ тюрьмѣ одинъ изъ арестантовъ пытался совершить побѣгъ, но былъ задержанъ. Заключенные, подавшіе свою просьбу, будутъ переведены въ другую тюрьму.	[524, 554, 731, 667]
ad-headline: Въ Ригѣ	[1180, 1416, 1269, 1438]
ad-text: въ зн. муз. ищ. мѣсто гувернантки. Р25750	[1180, 1756, 1394, 1785]
article-paragraph: —При Министерствѣ Путей Сообщенія, какъ сообщаетъ «Бирж. Вѣд.», учреждается особая комиссія для разработки вопроса объ улучшеніи водныхъ путей сообщенія. Комиссія приступитъ къ занятіямъ съ 1 ноября.	[524, 841, 731, 970]
schedule-cell-line: Смѣш. I, II и III кл. Жмеринка	[1180, 412, 1285, 439]
column-4	[737, 65, 955, 2142]
schedule-cell-line: Смѣш. I, II и III кл. Казатинъ	[1180, 359, 1285, 386]
ad-text: репетиторъ въ ин. классъ въ гимназію. Условія при. Ивановская, № 35, на Крещатикѣ. Р25714	[1180, 995, 1394, 1054]
schedule-row	[1180, 241, 1395, 280]
